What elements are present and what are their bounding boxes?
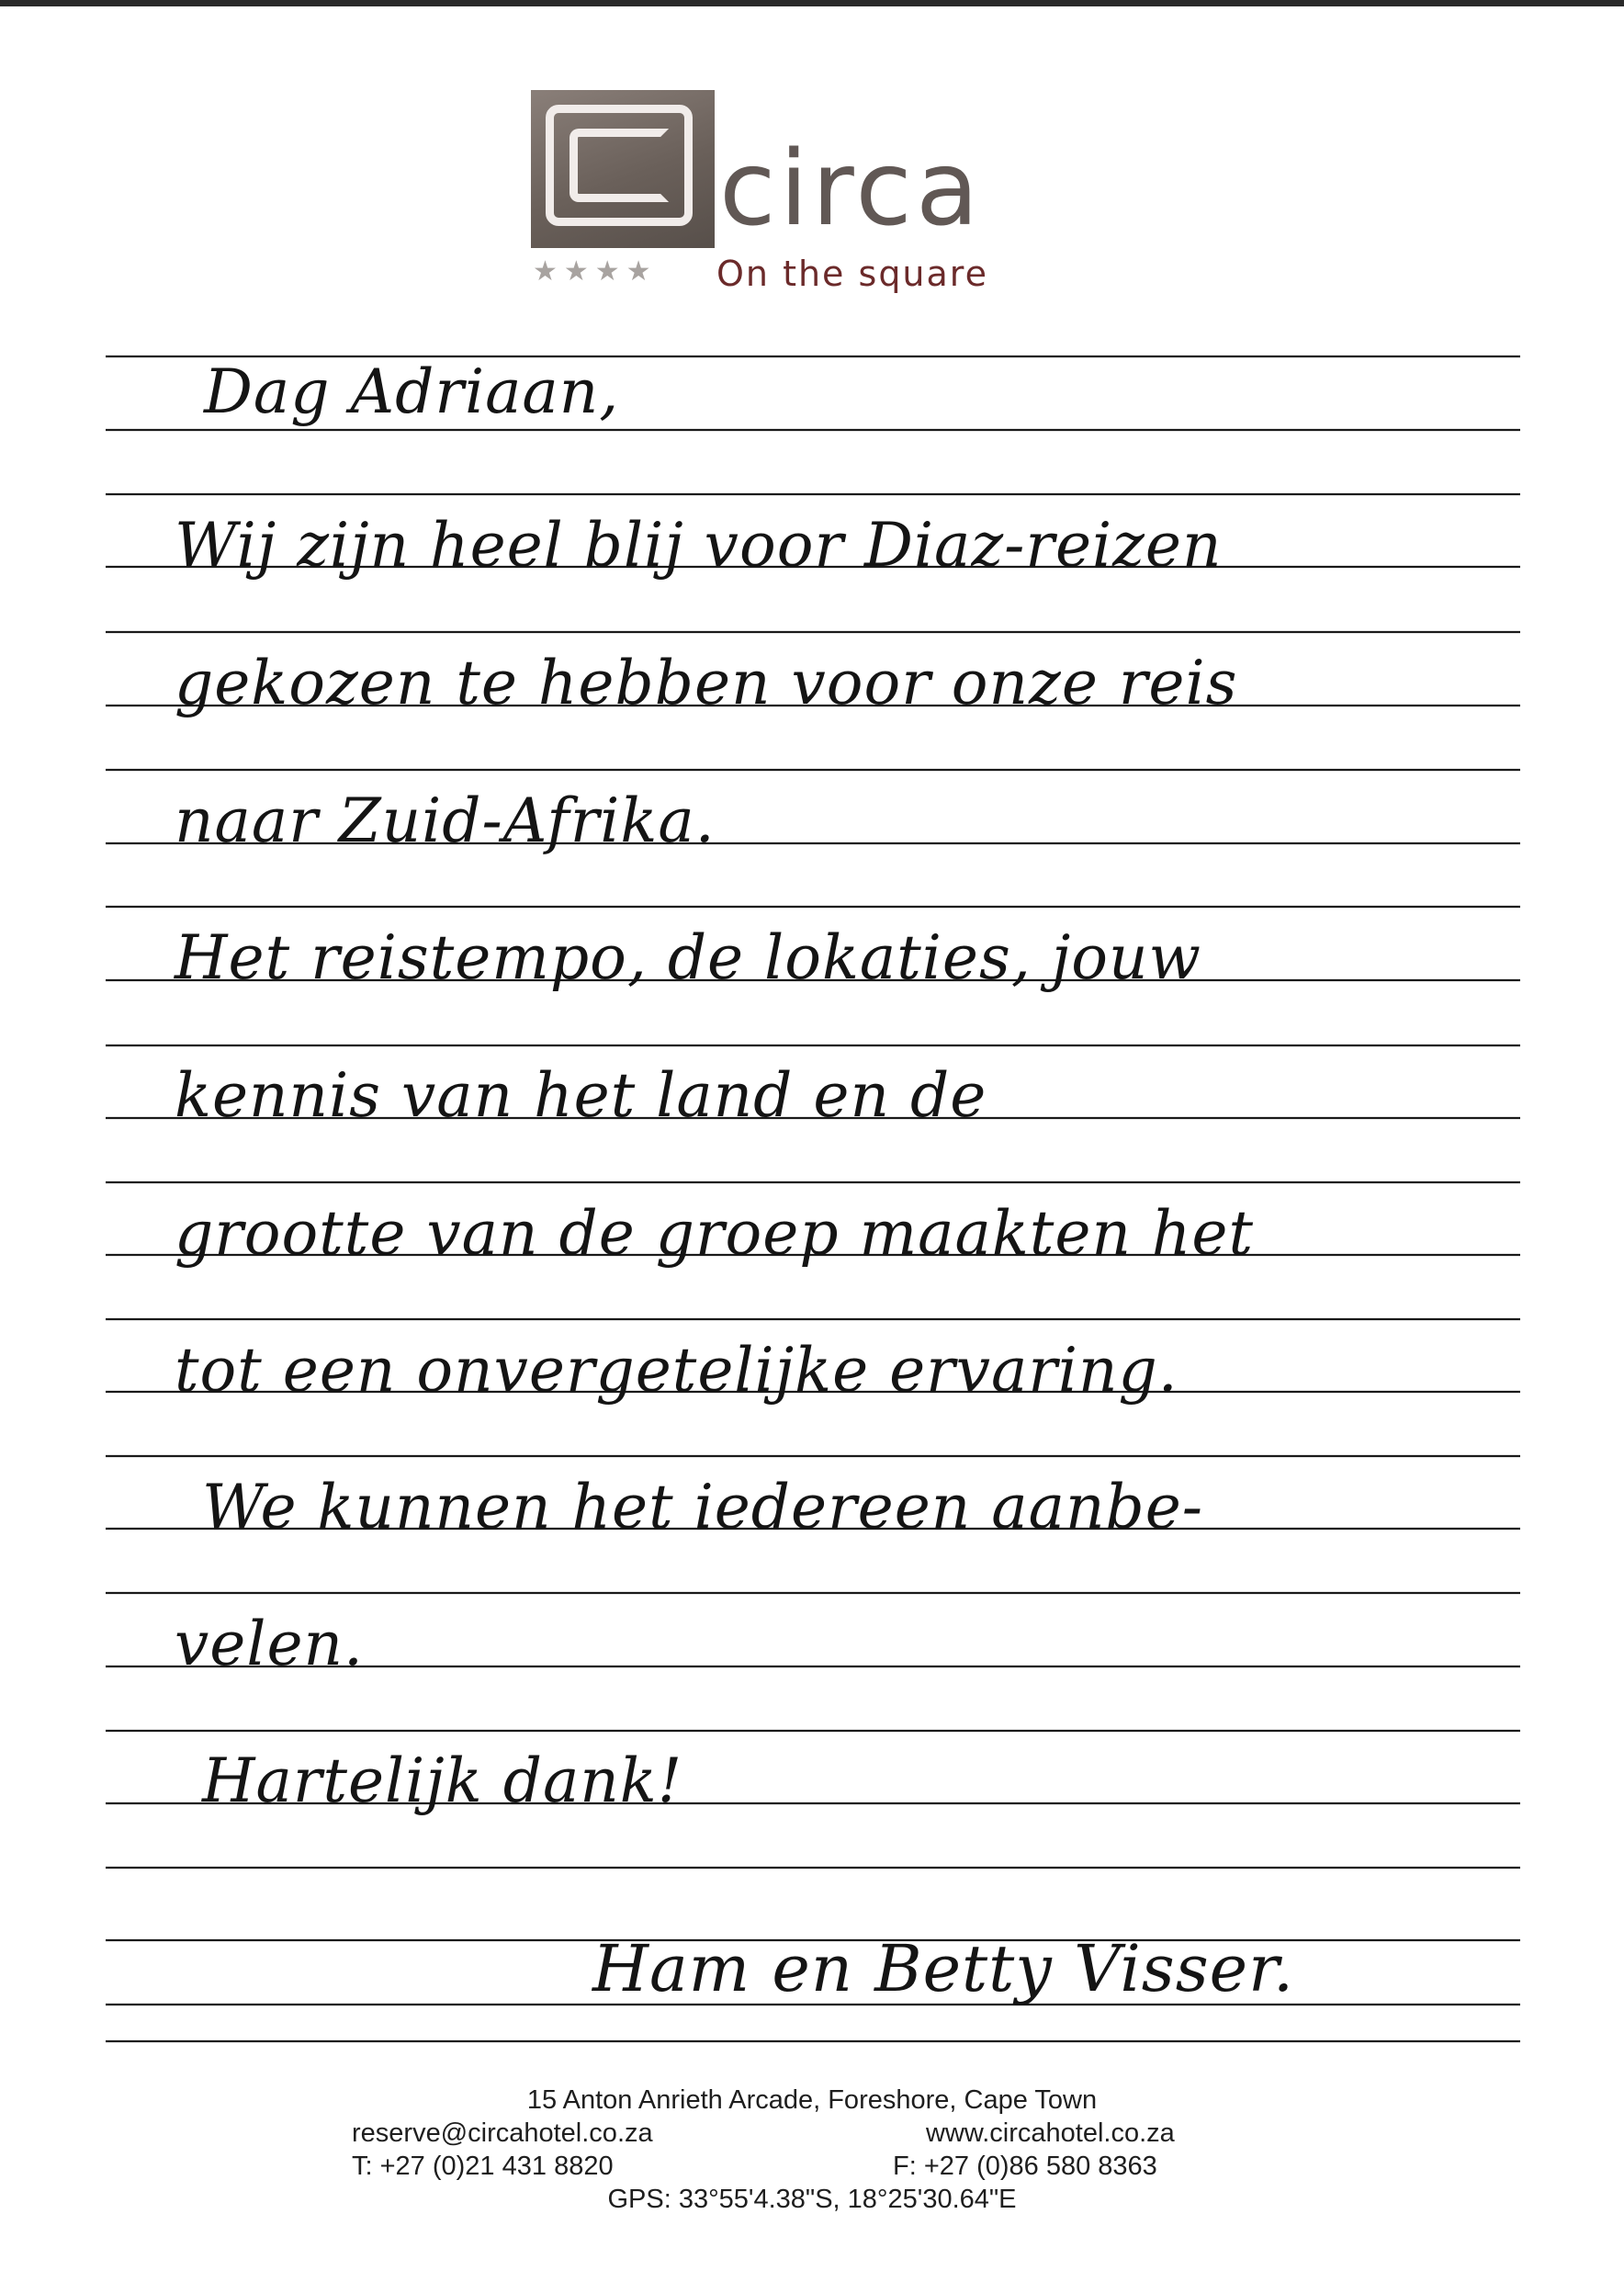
footer-email: reserve@circahotel.co.za <box>352 2118 653 2148</box>
footer-phone: T: +27 (0)21 431 8820 <box>352 2152 614 2181</box>
tagline: On the square <box>716 254 988 294</box>
footer-address: 15 Anton Anrieth Arcade, Foreshore, Cape Town <box>526 2085 1098 2115</box>
letter-line: Hartelijk dank! <box>202 1745 683 1816</box>
footer-website: www.circahotel.co.za <box>926 2118 1175 2148</box>
letter-greeting: Dag Adriaan, <box>204 356 620 427</box>
footer-fax: F: +27 (0)86 580 8363 <box>893 2152 1157 2181</box>
letter-line: velen. <box>175 1609 364 1679</box>
brand-name: circa <box>719 130 983 249</box>
letter-line: tot een onvergetelijke ervaring. <box>175 1335 1179 1406</box>
letter-line: naar Zuid-Afrika. <box>175 785 716 856</box>
letter-line: kennis van het land en de <box>175 1060 987 1131</box>
letter-line: grootte van de groep maakten het <box>175 1198 1255 1269</box>
letter-line: Het reistempo, de lokaties, jouw <box>175 922 1202 993</box>
letter-signature: Ham en Betty Visser. <box>592 1931 1295 2006</box>
letter-line: We kunnen het iedereen aanbe- <box>202 1472 1204 1542</box>
footer-gps: GPS: 33°55'4.38"S, 18°25'30.64"E <box>607 2185 1017 2214</box>
rating-stars: ★★★★ <box>533 256 658 287</box>
letter-line: Wij zijn heel blij voor Diaz-reizen <box>175 510 1223 581</box>
letter-line: gekozen te hebben voor onze reis <box>175 648 1238 718</box>
